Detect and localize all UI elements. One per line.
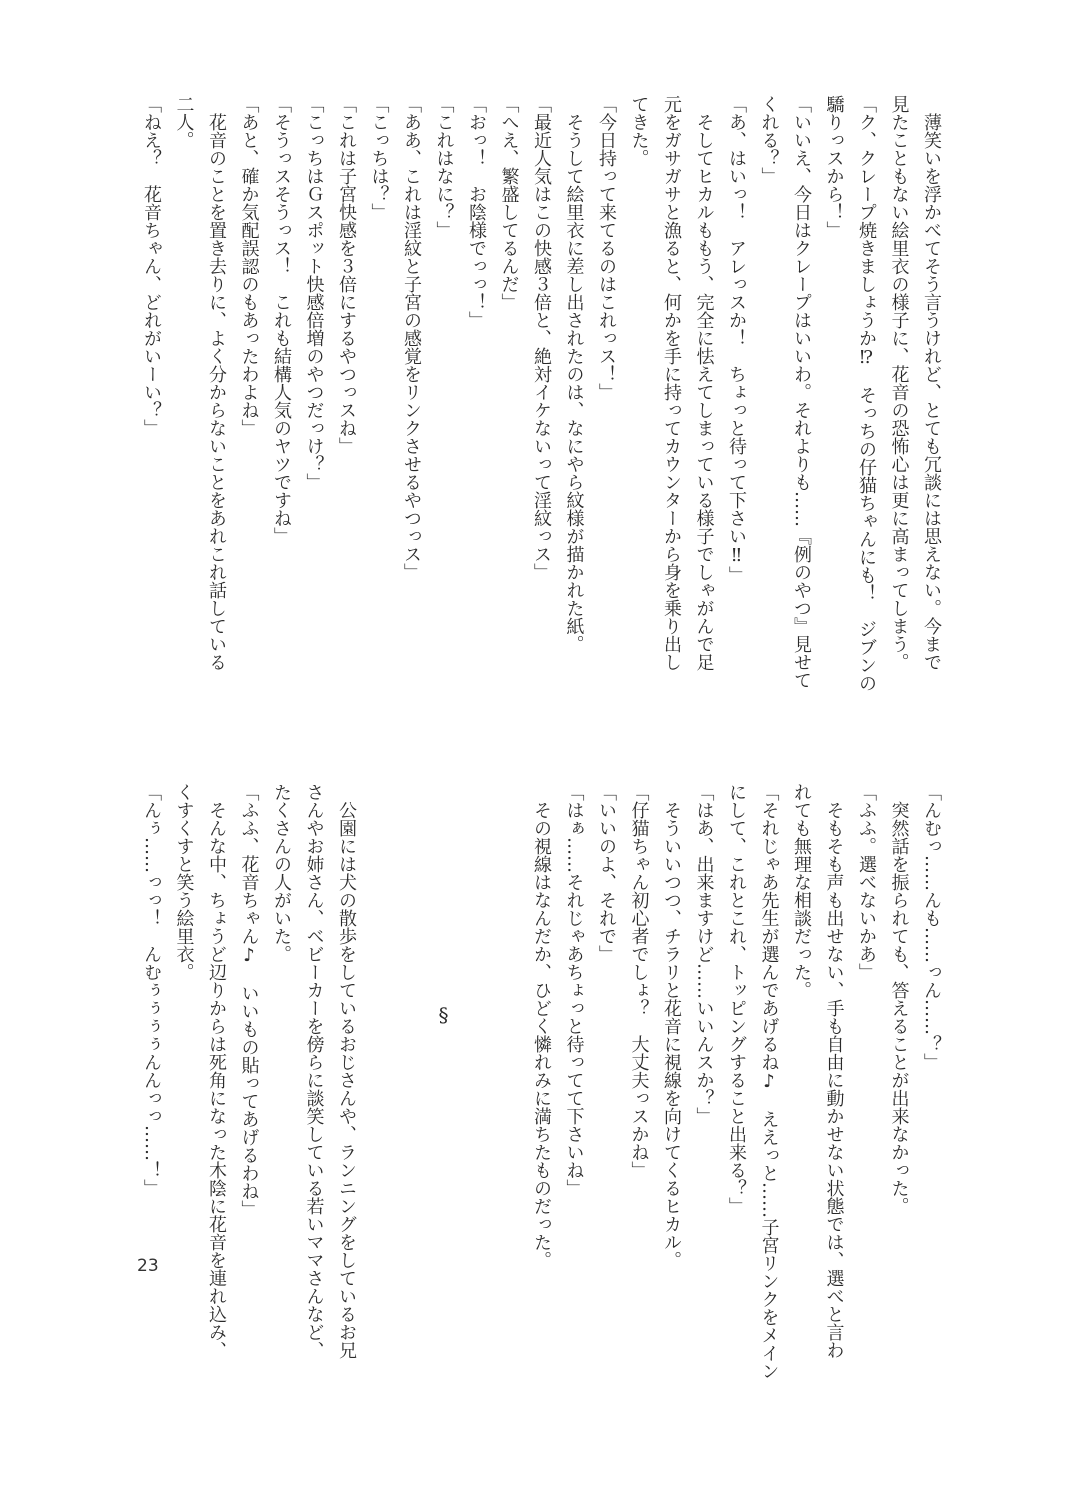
text-line: くれる？」 bbox=[758, 95, 780, 185]
text-line: 「今日持って来てるのはこれっス！」 bbox=[596, 95, 617, 401]
text-line: 「ふふ、花音ちゃん♪ いいもの貼ってあげるわね」 bbox=[238, 783, 260, 1218]
text-line: 「んむっ……んも……っん……？」 bbox=[921, 783, 942, 1071]
text-line: そしてヒカルももう、完全に怯えてしまっている様子でしゃがんで足 bbox=[693, 95, 715, 671]
text-line: 花音のことを置き去りに、よく分からないことをあれこれ話している bbox=[206, 95, 227, 671]
text-line: 「あ、はいっ！ アレっスか！ ちょっと待って下さい‼」 bbox=[726, 95, 747, 584]
text-line: 「はあ、出来ますけど……いいんスか？」 bbox=[693, 783, 715, 1125]
text-line: 「こっちは？」 bbox=[368, 95, 390, 221]
text-line: 突然話を振られても、答えることが出来なかった。 bbox=[888, 783, 910, 1215]
text-line: たくさんの人がいた。 bbox=[271, 783, 292, 963]
text-line: そうして絵里衣に差し出されたのは、なにやら紋様が描かれた紙。 bbox=[563, 95, 585, 653]
text-line: 「ねえ？ 花音ちゃん、どれがいーい？」 bbox=[141, 95, 162, 437]
text-line: 「そうっスそうっス！ これも結構人気のヤツですね」 bbox=[271, 95, 292, 545]
blank-line bbox=[492, 783, 525, 1423]
text-line: 「ク、クレープ焼きましょうか⁉ そっちの仔猫ちゃんにも！ ジブンの bbox=[856, 95, 877, 692]
text-line: 公園には犬の散歩をしているおじさんや、ランニングをしているお兄 bbox=[336, 783, 357, 1359]
text-line: 「おっ！ お陰様でっっ！」 bbox=[466, 95, 487, 329]
text-line: くすくすと笑う絵里衣。 bbox=[173, 783, 195, 981]
text-line: 「最近人気はこの快感３倍と、絶対イケないって淫紋っス」 bbox=[531, 95, 552, 581]
page-number: 23 bbox=[137, 1256, 159, 1276]
section-break-mark: § bbox=[431, 1003, 456, 1027]
text-line: 「いいのよ、それで」 bbox=[596, 783, 617, 963]
text-line: 「ああ、これは淫紋と子宮の感覚をリンクさせるやつっス」 bbox=[401, 95, 422, 581]
text-line: 「こっちはＧスポット快感倍増のやつだっけ？」 bbox=[303, 95, 325, 491]
text-line: れても無理な相談だった。 bbox=[791, 783, 812, 999]
text-line: 二人。 bbox=[173, 95, 195, 149]
text-line: てきた。 bbox=[628, 95, 650, 167]
text-line: 「いいえ、今日はクレープはいいわ。それよりも……『例のやつ』見せて bbox=[791, 95, 812, 689]
text-line: そんな中、ちょうど辺りからは死角になった木陰に花音を連れ込み、 bbox=[206, 783, 227, 1359]
text-line: その視線はなんだか、ひどく憐れみに満ちたものだった。 bbox=[531, 783, 552, 1269]
text-line: 「仔猫ちゃん初心者でしょ？ 大丈夫っスかね」 bbox=[628, 783, 650, 1179]
text-line: 「ふふ。選べないかあ」 bbox=[856, 783, 877, 981]
text-line: そういいつつ、チラリと花音に視線を向けてくるヒカル。 bbox=[661, 783, 682, 1269]
text-line: さんやお姉さん、ベビーカーを傍らに談笑している若いママさんなど、 bbox=[303, 783, 325, 1359]
text-line: 「んぅ……っっ！ んむぅぅぅぅんんっっ……！」 bbox=[141, 783, 162, 1197]
text-block-top bbox=[134, 95, 947, 735]
text-line: 「へえ、繁盛してるんだ」 bbox=[498, 95, 520, 311]
text-line: 「それじゃあ先生が選んであげるね♪ ええっと……子宮リンクをメイン bbox=[758, 783, 780, 1380]
text-block-bottom bbox=[134, 783, 947, 1423]
blank-line bbox=[395, 783, 428, 1423]
blank-line bbox=[460, 783, 493, 1423]
text-line: そもそも声も出せない、手も自由に動かせない状態では、選べと言わ bbox=[823, 783, 845, 1359]
text-line: 「これは子宮快感を３倍にするやつっスね」 bbox=[336, 95, 357, 455]
text-line: 「あと、確か気配誤認のもあったわよね」 bbox=[238, 95, 260, 437]
text-line: 「これはなに？」 bbox=[433, 95, 455, 239]
text-line: 薄笑いを浮かべてそう言うけれど、とても冗談には思えない。今まで bbox=[921, 95, 942, 671]
text-line: 見たこともない絵里衣の様子に、花音の恐怖心は更に高まってしまう。 bbox=[888, 95, 910, 671]
text-line: にして、これとこれ、トッピングすること出来る？」 bbox=[726, 783, 747, 1215]
text-line: 「はぁ……それじゃあちょっと待ってて下さいね」 bbox=[563, 783, 585, 1197]
text-line: 驕りっスから！」 bbox=[823, 95, 845, 239]
blank-line bbox=[362, 783, 395, 1423]
text-line: 元をガサガサと漁ると、何かを手に持ってカウンターから身を乗り出し bbox=[661, 95, 682, 671]
